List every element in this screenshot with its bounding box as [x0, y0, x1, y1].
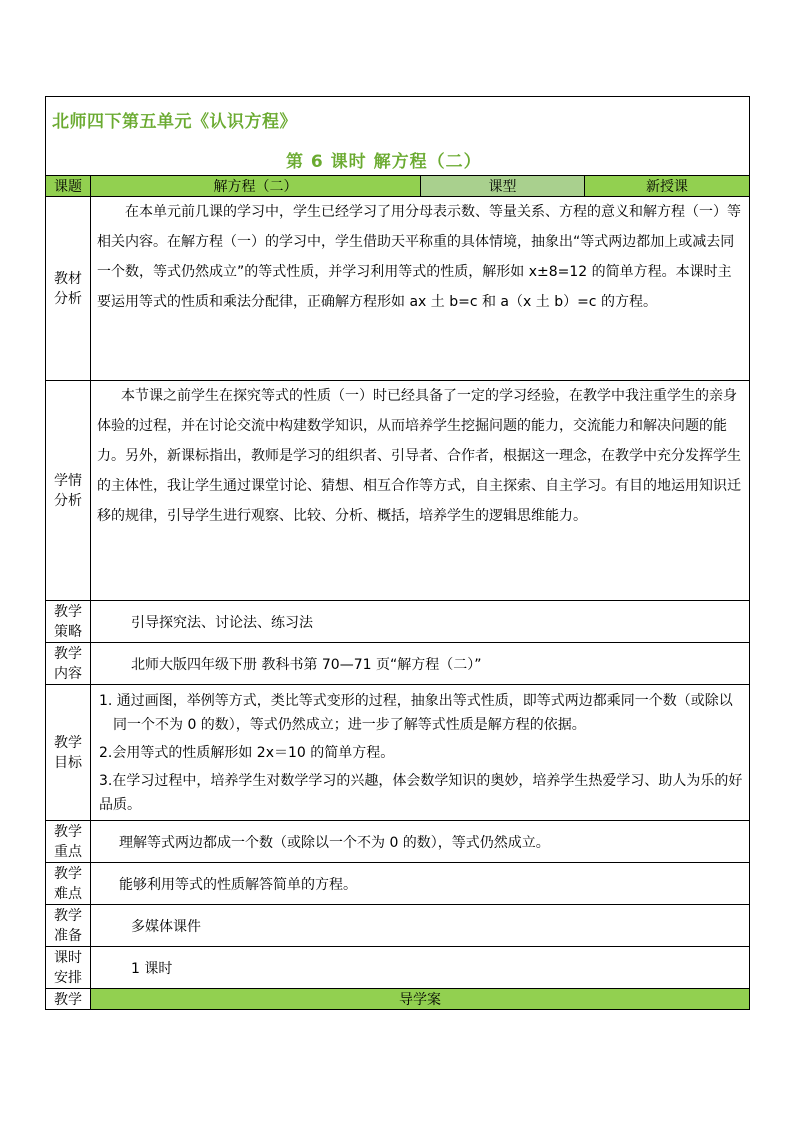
goals-cell: [91, 685, 750, 821]
schedule-label: [46, 947, 91, 989]
difficulty-text: 能够利用等式的性质解答简单的方程。: [91, 863, 750, 905]
strategy-label: [46, 601, 91, 643]
label-line: 教学: [54, 865, 82, 882]
label-line: 教学: [54, 603, 82, 620]
type-label: 课型: [421, 176, 585, 197]
label-line: 难点: [54, 885, 82, 902]
footer-label: 教学: [46, 989, 91, 1010]
label-line: 教学: [54, 907, 82, 924]
lesson-title: 第 6 课时 解方程（二）: [286, 152, 482, 172]
student-analysis-text: 本节课之前学生在探究等式的性质（一）时已经具备了一定的学习经验，在教学中我注重学生的亲身体验的过程，并在讨论交流中构建数学知识，从而培养学生挖掘问题的能力，交流能力和解决问题的能力。另外，新课标指出，教师是学习的组织者、引导者、合作者，根据这一理念，在教学中充分发挥学生的主体性，我让学生通过课堂讨论、猜想、相互合作等方式，自主探索、自主学习。有目的地运用知识迁移的规律，引导学生进行观察、比较、分析、概括，培养学生的逻辑思维能力。: [97, 388, 741, 524]
difficulty-label: [46, 863, 91, 905]
label-line: 教学: [54, 734, 82, 751]
label-line: 内容: [54, 665, 82, 682]
footer-row: [46, 989, 750, 1010]
textbook-analysis-row: [46, 197, 750, 381]
strategy-row: [46, 601, 750, 643]
topic-label: 课题: [46, 176, 91, 197]
label-line: 学情: [54, 472, 82, 489]
content-row: [46, 643, 750, 685]
label-line: 教学: [54, 823, 82, 840]
lesson-plan-sheet: [45, 96, 749, 1010]
lesson-plan-table: [45, 96, 750, 1010]
type-value: 新授课: [585, 176, 750, 197]
textbook-analysis-label: [46, 197, 91, 381]
student-analysis-row: [46, 381, 750, 601]
goal-item: 3.在学习过程中，培养学生对数学学习的兴趣，体会数学知识的奥妙，培养学生热爱学习、助人为乐的好品质。: [99, 772, 743, 813]
content-text: 北师大版四年级下册 教科书第 70—71 页“解方程（二）”: [91, 643, 750, 685]
schedule-row: [46, 947, 750, 989]
label-line: 课时: [54, 949, 82, 966]
content-label: [46, 643, 91, 685]
student-analysis-label: [46, 381, 91, 601]
title-cell: [46, 97, 750, 176]
label-line: 准备: [54, 927, 82, 944]
unit-title: 北师四下第五单元《认识方程》: [52, 112, 297, 132]
label-line: 教材: [54, 270, 82, 287]
label-line: 分析: [54, 290, 82, 307]
textbook-analysis-text: 在本单元前几课的学习中，学生已经学习了用分母表示数、等量关系、方程的意义和解方程（一）等相关内容。在解方程（一）的学习中，学生借助天平称重的具体情境，抽象出“等式两边都加上或减去同一个数，等式仍然成立”的等式性质，并学习利用等式的性质，解形如 x±8=12 的简单方程。本课时主要运用等式的性质和乘法分配律，正确解方程形如 ax 土 b=c 和 a（x 土 b）=c 的方程。: [97, 204, 741, 310]
label-line: 目标: [54, 754, 82, 771]
goals-row: [46, 685, 750, 821]
goal-item: 2.会用等式的性质解形如 2x＝10 的简单方程。: [99, 744, 395, 761]
preparation-label: [46, 905, 91, 947]
difficulty-row: [46, 863, 750, 905]
label-line: 策略: [54, 623, 82, 640]
preparation-row: [46, 905, 750, 947]
label-line: 重点: [54, 843, 82, 860]
strategy-text: 引导探究法、讨论法、练习法: [91, 601, 750, 643]
goals-label: [46, 685, 91, 821]
label-line: 安排: [54, 969, 82, 986]
key-point-text: 理解等式两边都成一个数（或除以一个不为 0 的数），等式仍然成立。: [91, 821, 750, 863]
label-line: 分析: [54, 492, 82, 509]
textbook-analysis-cell: [91, 197, 750, 381]
key-point-row: [46, 821, 750, 863]
label-line: 教学: [54, 645, 82, 662]
info-row: [46, 176, 750, 197]
topic-value: 解方程（二）: [91, 176, 421, 197]
preparation-text: 多媒体课件: [91, 905, 750, 947]
goal-item: 1. 通过画图，举例等方式，类比等式变形的过程，抽象出等式性质，即等式两边都乘同一个数（或除以同一个不为 0 的数），等式仍然成立；进一步了解等式性质是解方程的依据。: [99, 692, 733, 733]
schedule-text: 1 课时: [91, 947, 750, 989]
student-analysis-cell: [91, 381, 750, 601]
key-point-label: [46, 821, 91, 863]
footer-value: 导学案: [91, 989, 750, 1010]
title-row: [46, 97, 750, 176]
